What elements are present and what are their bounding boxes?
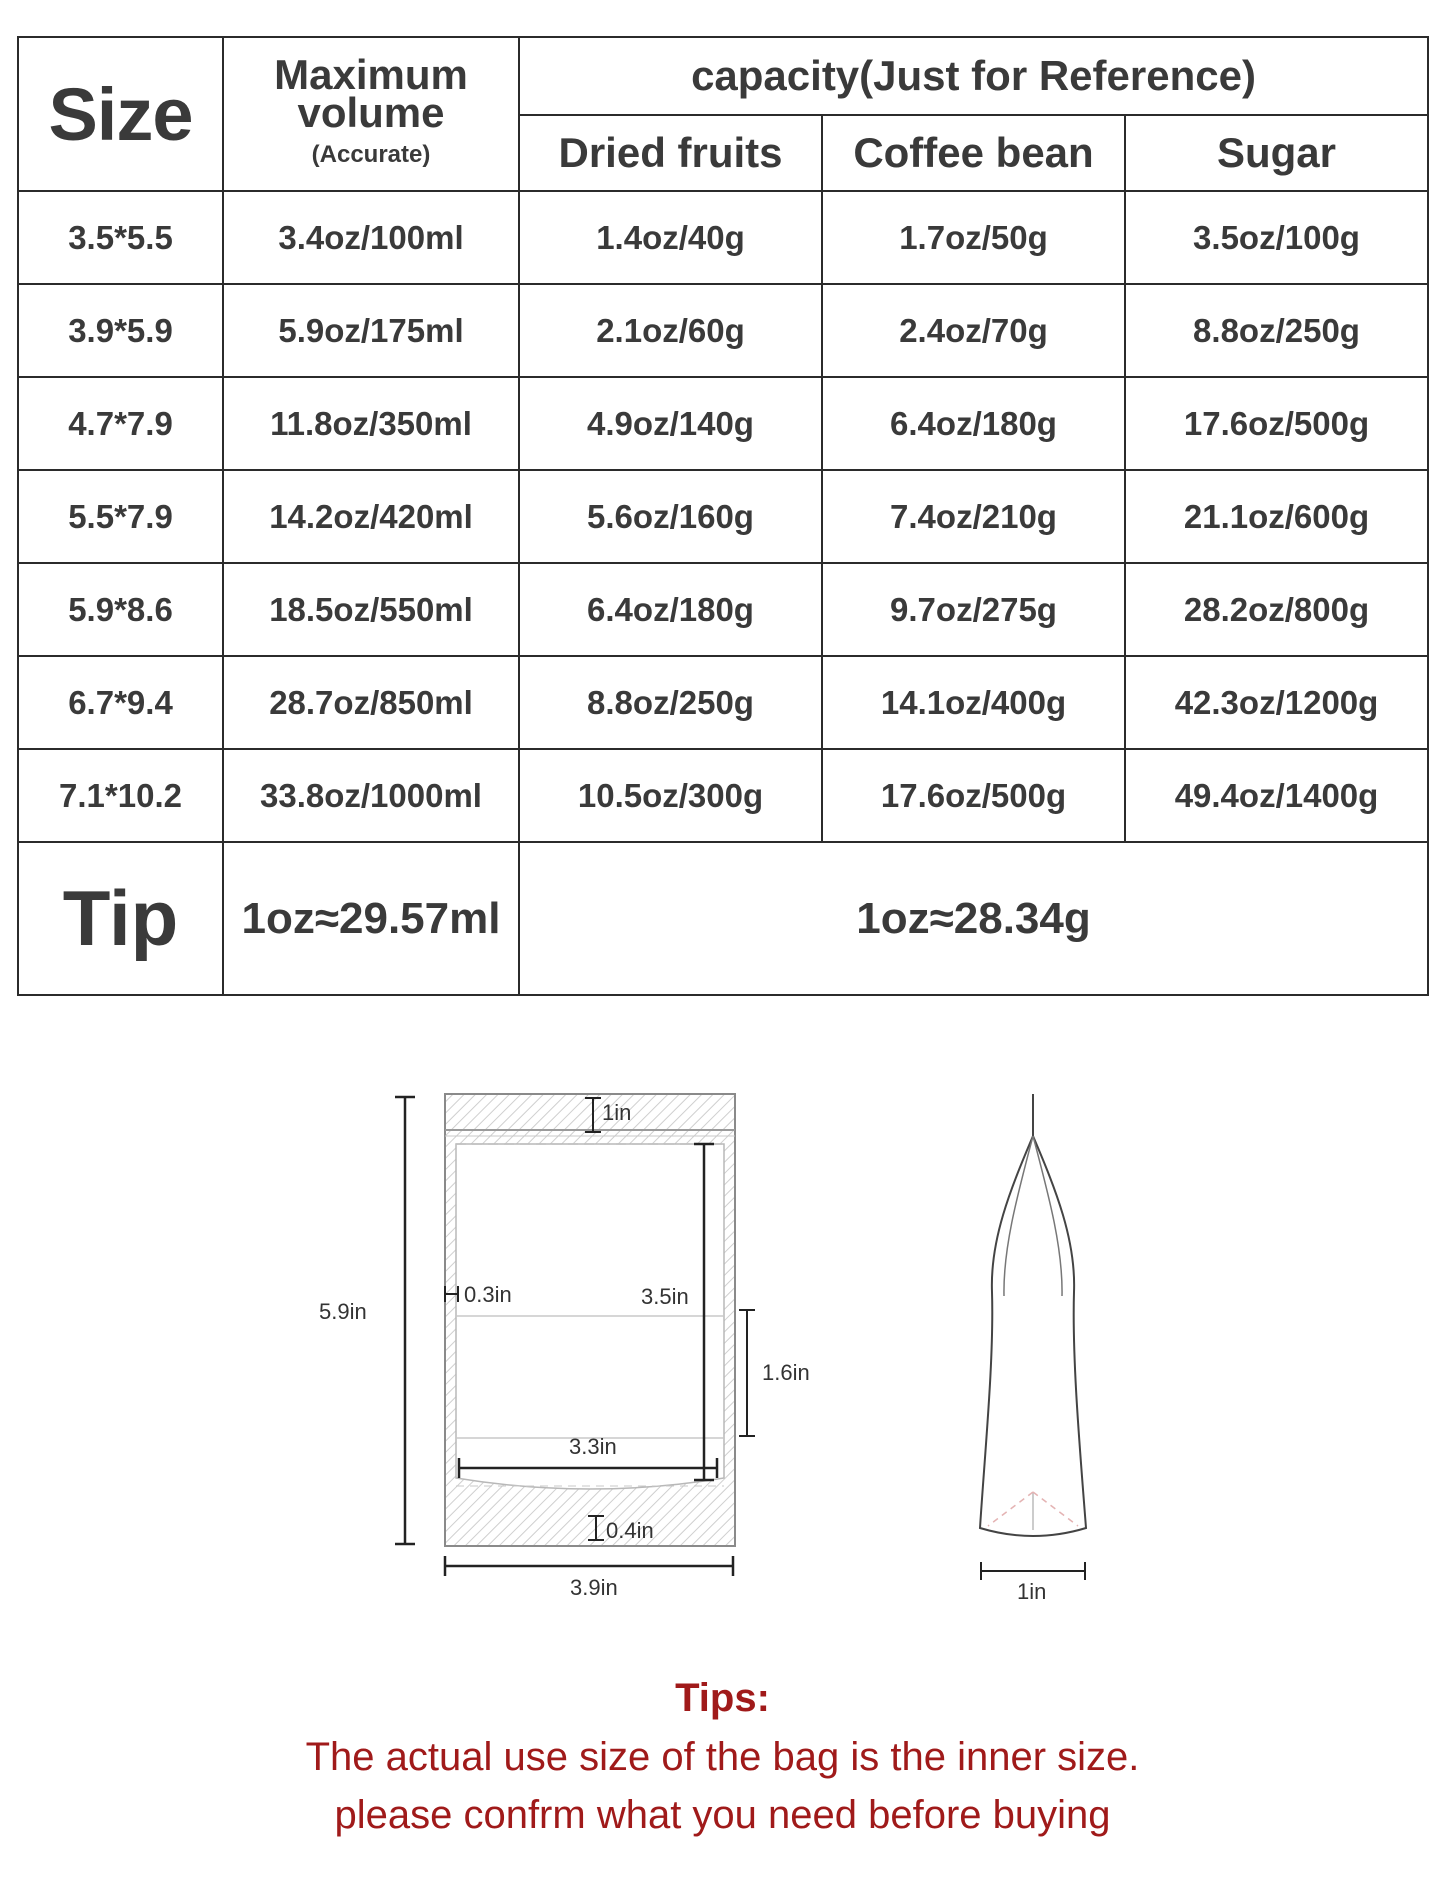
tip-weight-conversion: 1oz≈28.34g (519, 842, 1428, 995)
table-row (18, 191, 1428, 284)
table-row (18, 563, 1428, 656)
cell-sugar: 28.2oz/800g (1125, 563, 1428, 656)
cell-volume: 14.2oz/420ml (223, 470, 519, 563)
tip-volume-conversion: 1oz≈29.57ml (223, 842, 519, 995)
label-window: 1.6in (762, 1360, 810, 1385)
cell-volume: 33.8oz/1000ml (223, 749, 519, 842)
cell-volume: 5.9oz/175ml (223, 284, 519, 377)
tip-row (18, 842, 1428, 995)
label-inner-width: 3.3in (569, 1434, 617, 1459)
cell-volume: 28.7oz/850ml (223, 656, 519, 749)
size-capacity-table (17, 36, 1429, 996)
cell-coffee: 1.7oz/50g (822, 191, 1125, 284)
cell-dried: 5.6oz/160g (519, 470, 822, 563)
cell-size: 6.7*9.4 (18, 656, 223, 749)
cell-coffee: 17.6oz/500g (822, 749, 1125, 842)
table-row (18, 470, 1428, 563)
gusset-dimension (981, 1562, 1085, 1580)
label-gusset: 1in (1017, 1579, 1047, 1604)
tips-title: Tips: (675, 1676, 770, 1720)
cell-dried: 10.5oz/300g (519, 749, 822, 842)
cell-volume: 18.5oz/550ml (223, 563, 519, 656)
header-max-volume-note: (Accurate) (311, 141, 431, 168)
height-dimension (395, 1097, 415, 1544)
header-sugar: Sugar (1125, 115, 1428, 191)
cell-size: 3.9*5.9 (18, 284, 223, 377)
tips-line-2: please confrm what you need before buying (334, 1793, 1111, 1837)
cell-dried: 4.9oz/140g (519, 377, 822, 470)
cell-coffee: 7.4oz/210g (822, 470, 1125, 563)
cell-dried: 6.4oz/180g (519, 563, 822, 656)
header-size: Size (18, 37, 223, 191)
cell-volume: 3.4oz/100ml (223, 191, 519, 284)
window-dimension (739, 1310, 755, 1436)
cell-dried: 8.8oz/250g (519, 656, 822, 749)
cell-sugar: 21.1oz/600g (1125, 470, 1428, 563)
header-max-volume (223, 37, 519, 191)
label-top-seal: 1in (602, 1100, 632, 1125)
cell-size: 7.1*10.2 (18, 749, 223, 842)
header-capacity: capacity(Just for Reference) (519, 37, 1428, 115)
header-coffee-bean: Coffee bean (822, 115, 1125, 191)
cell-size: 3.5*5.5 (18, 191, 223, 284)
cell-dried: 2.1oz/60g (519, 284, 822, 377)
header-dried-fruits: Dried fruits (519, 115, 822, 191)
label-width: 3.9in (570, 1575, 618, 1600)
table-row (18, 656, 1428, 749)
header-max-volume-label: Maximum volume (274, 51, 468, 136)
table-row (18, 377, 1428, 470)
cell-sugar: 49.4oz/1400g (1125, 749, 1428, 842)
cell-size: 5.5*7.9 (18, 470, 223, 563)
cell-sugar: 3.5oz/100g (1125, 191, 1428, 284)
cell-sugar: 8.8oz/250g (1125, 284, 1428, 377)
label-height: 5.9in (319, 1299, 367, 1324)
table-row (18, 749, 1428, 842)
table-row (18, 284, 1428, 377)
cell-volume: 11.8oz/350ml (223, 377, 519, 470)
cell-sugar: 17.6oz/500g (1125, 377, 1428, 470)
cell-coffee: 14.1oz/400g (822, 656, 1125, 749)
tips-line-1: The actual use size of the bag is the inner size. (305, 1735, 1140, 1779)
cell-size: 5.9*8.6 (18, 563, 223, 656)
tips-section (0, 1668, 1445, 1844)
front-bag-outline (445, 1094, 735, 1546)
bag-dimension-diagram (0, 1060, 1445, 1620)
label-inner-height: 3.5in (641, 1284, 689, 1309)
cell-size: 4.7*7.9 (18, 377, 223, 470)
cell-sugar: 42.3oz/1200g (1125, 656, 1428, 749)
width-dimension (445, 1556, 733, 1576)
cell-coffee: 2.4oz/70g (822, 284, 1125, 377)
cell-coffee: 9.7oz/275g (822, 563, 1125, 656)
side-bag-outline (980, 1094, 1086, 1536)
label-side-seal: 0.3in (464, 1282, 512, 1307)
cell-dried: 1.4oz/40g (519, 191, 822, 284)
cell-coffee: 6.4oz/180g (822, 377, 1125, 470)
tip-label: Tip (18, 842, 223, 995)
label-bottom: 0.4in (606, 1518, 654, 1543)
